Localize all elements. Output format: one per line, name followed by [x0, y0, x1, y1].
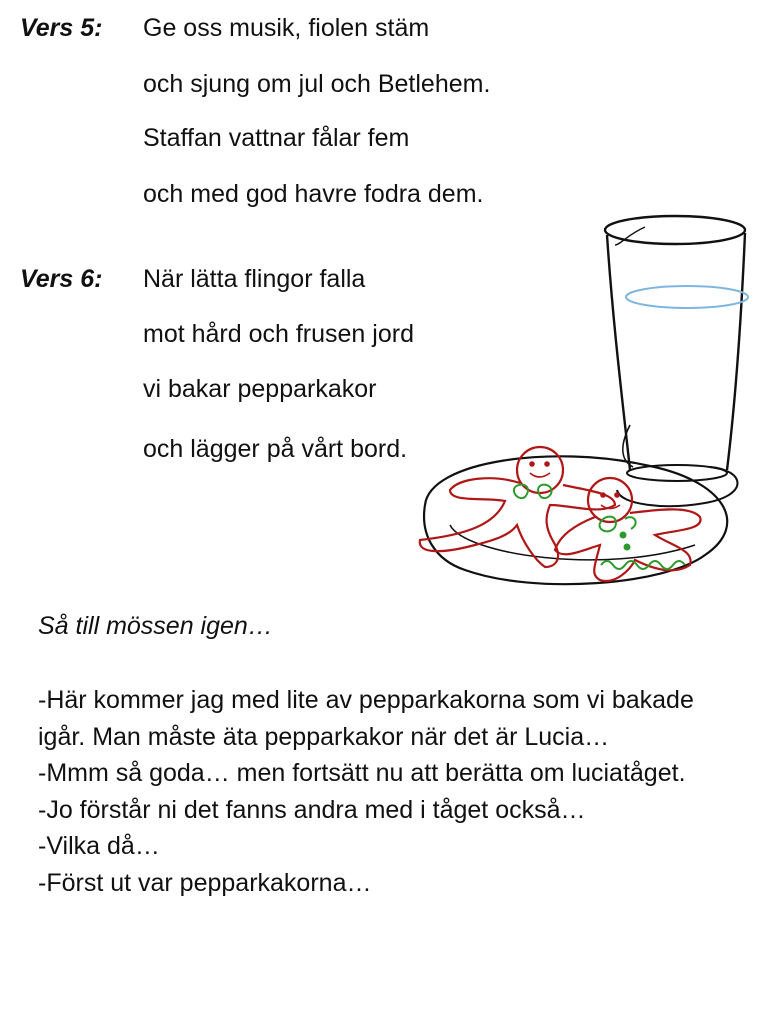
dialog-line: -Först ut var pepparkakorna…	[38, 868, 372, 897]
verse-line: vi bakar pepparkakor	[143, 375, 377, 403]
gingerbread-cookie-icon	[555, 478, 701, 581]
verse-label: Vers 5:	[20, 14, 103, 42]
verse-line: och lägger på vårt bord.	[143, 435, 408, 463]
green-icing-icon	[600, 517, 685, 569]
dialog-block	[38, 682, 738, 902]
dialog-line: -Jo förstår ni det fanns andra med i tåget också…	[38, 795, 586, 824]
dialog-line: -Mmm så goda… men fortsätt nu att berätta om luciatåget.	[38, 759, 686, 788]
glass-of-milk-icon	[605, 216, 748, 506]
verse-line: och med god havre fodra dem.	[143, 180, 484, 208]
verse-label: Vers 6:	[20, 265, 103, 293]
milk-and-cookies-illustration	[405, 205, 755, 605]
dialog-line: -Vilka då…	[38, 832, 160, 861]
verse-line: mot hård och frusen jord	[143, 320, 414, 348]
plate-icon	[424, 456, 727, 584]
verse-line: När lätta flingor falla	[143, 265, 366, 293]
verse-line: Staffan vattnar fålar fem	[143, 124, 410, 152]
verse-line: Ge oss musik, fiolen stäm	[143, 14, 430, 42]
verse-line: och sjung om jul och Betlehem.	[143, 70, 491, 98]
icing-face-icon	[530, 462, 550, 477]
dialog-line: -Här kommer jag med lite av pepparkakorna som vi bakade igår. Man måste äta pepparkakor när det är Lucia…	[38, 686, 694, 751]
section-intro: Så till mössen igen…	[38, 612, 273, 640]
